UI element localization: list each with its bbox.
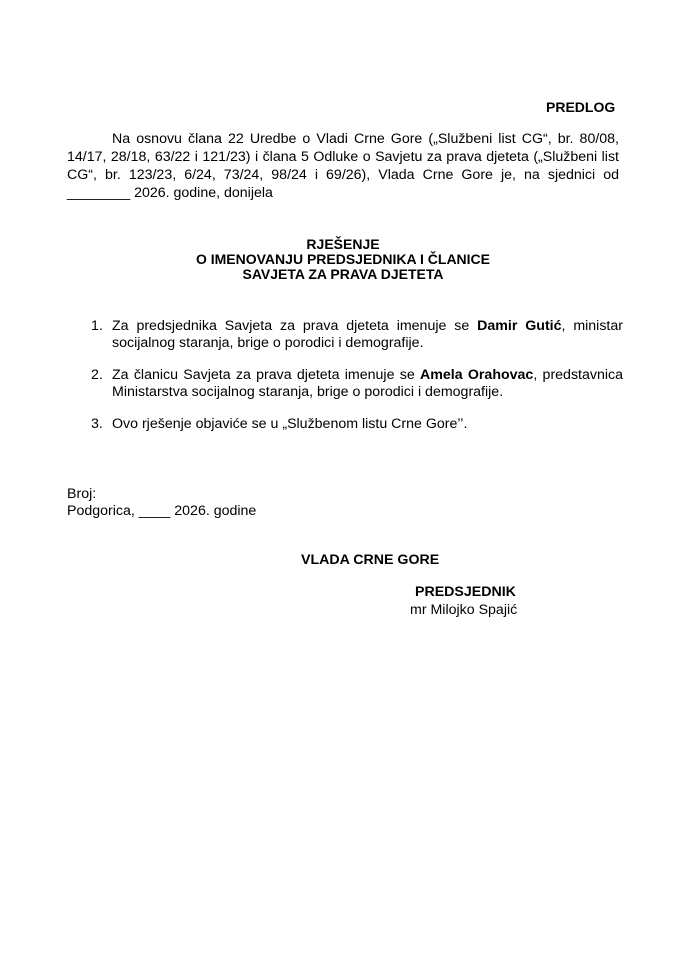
item-text-after: , predstavnica Ministarstva socijalnog staranja, brige o porodici i demografije.	[112, 367, 623, 400]
decision-title	[67, 237, 619, 282]
item-text-after: , ministar socijalnog staranja, brige o porodici i demografije.	[112, 318, 623, 351]
title-line-3: SAVJETA ZA PRAVA DJETETA	[242, 266, 444, 282]
decision-items-list	[83, 318, 623, 448]
title-line-1: RJEŠENJE	[306, 236, 380, 252]
signatory-role: PREDSJEDNIK	[415, 584, 516, 600]
item-number: 1.	[91, 318, 103, 334]
signatory-name: mr Milojko Spajić	[410, 602, 518, 618]
item-number: 3.	[91, 416, 103, 432]
list-item	[83, 318, 623, 352]
reference-number-label: Broj:	[67, 486, 97, 502]
document-status-label: PREDLOG	[546, 99, 616, 115]
intro-paragraph: Na osnovu člana 22 Uredbe o Vladi Crne Gore („Službeni list CG“, br. 80/08, 14/17, 28/18, 63/22 i 121/23) i člana 5 Odluke o Savjetu za prava djeteta („Službeni list CG“, br. 123/23, 6/24, 73/24, 98/24 i 69/26), Vlada Crne Gore je, na sjednici od ________ 2026. godine, donijela	[67, 131, 619, 201]
list-item	[83, 416, 623, 433]
government-name: VLADA CRNE GORE	[301, 552, 440, 568]
item-name-bold: Amela Orahovac	[420, 367, 534, 383]
title-line-2: O IMENOVANJU PREDSJEDNIKA I ČLANICE	[195, 251, 491, 267]
item-text-before: Za članicu Savjeta za prava djeteta imenuje se	[112, 367, 421, 383]
item-number: 2.	[91, 367, 103, 383]
item-text-before: Za predsjednika Savjeta za prava djeteta imenuje se	[112, 318, 478, 334]
list-item	[83, 367, 623, 401]
reference-block	[67, 486, 256, 520]
place-date: Podgorica, ____ 2026. godine	[67, 503, 257, 519]
item-name-bold: Damir Gutić	[477, 318, 562, 334]
item-text-before: Ovo rješenje objaviće se u „Službenom listu Crne Gore’’.	[112, 416, 468, 432]
